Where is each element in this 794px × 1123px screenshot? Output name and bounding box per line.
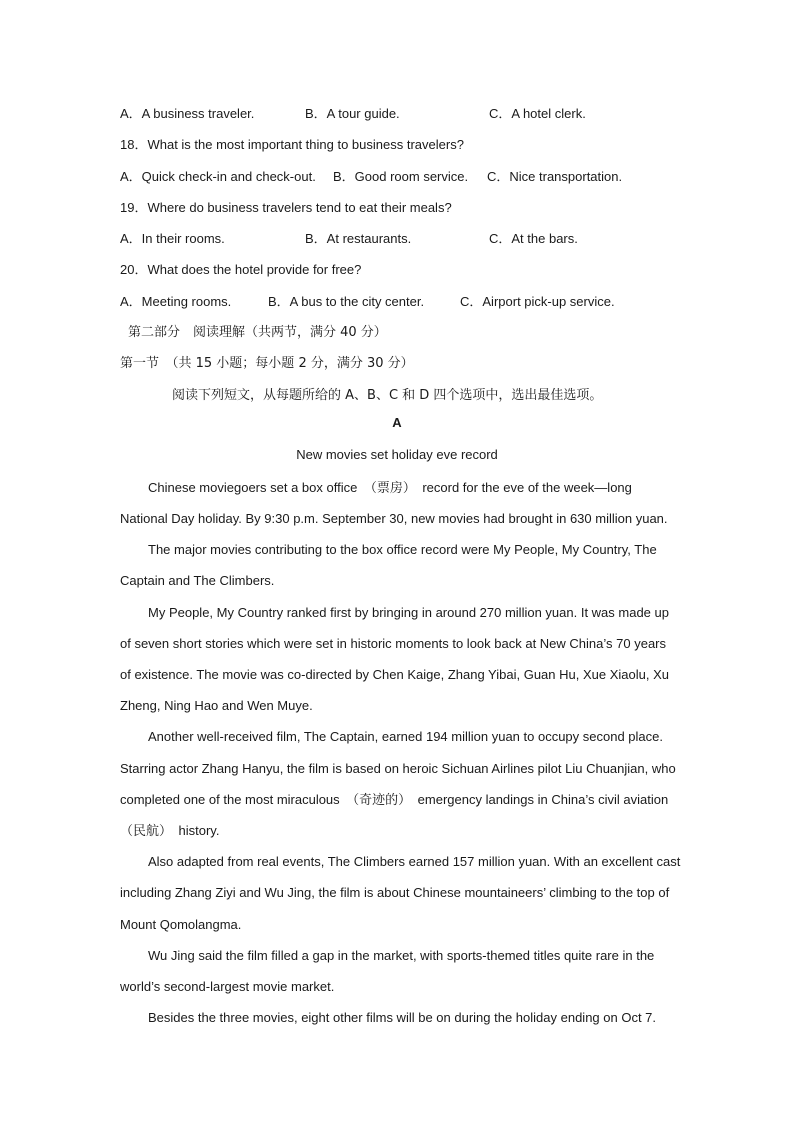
passage-line: including Zhang Ziyi and Wu Jing, the film is about Chinese mountaineers’ climbing to the top of <box>120 885 670 900</box>
passage-line: Chinese moviegoers set a box office （票房） record for the eve of the week—long <box>148 480 632 495</box>
q19-question: 19．Where do business travelers tend to eat their meals? <box>120 200 452 215</box>
passage-line: Another well-received film, The Captain, earned 194 million yuan to occupy second place. <box>148 729 663 744</box>
q19-option-a: A．In their rooms. <box>120 231 225 246</box>
q17-option-b: B．A tour guide. <box>305 106 400 121</box>
passage-line: My People, My Country ranked first by bringing in around 270 million yuan. It was made up <box>148 605 669 620</box>
passage-line: Mount Qomolangma. <box>120 917 242 932</box>
q20-option-c: C．Airport pick-up service. <box>460 294 615 309</box>
passage-line: of seven short stories which were set in historic moments to look back at New China’s 70 years <box>120 636 666 651</box>
q19-option-c: C．At the bars. <box>489 231 578 246</box>
passage-title: New movies set holiday eve record <box>296 447 498 462</box>
q17-option-c: C．A hotel clerk. <box>489 106 586 121</box>
passage-line: completed one of the most miraculous （奇迹的） emergency landings in China’s civil aviation <box>120 792 669 807</box>
q19-option-b: B．At restaurants. <box>305 231 412 246</box>
passage-line: Captain and The Climbers. <box>120 573 275 588</box>
q18-option-c: C．Nice transportation. <box>487 169 623 184</box>
q18-question: 18．What is the most important thing to business travelers? <box>120 137 464 152</box>
q17-option-a: A．A business traveler. <box>120 106 255 121</box>
q20-option-b: B．A bus to the city center. <box>268 294 425 309</box>
section-one-heading: 第一节 （共 15 小题；每小题 2 分，满分 30 分） <box>120 356 414 371</box>
passage-line: Also adapted from real events, The Climbers earned 157 million yuan. With an excellent cast <box>148 854 681 869</box>
reading-instruction: 阅读下列短文，从每题所给的 A、B、C 和 D 四个选项中，选出最佳选项。 <box>172 388 603 403</box>
passage-line: National Day holiday. By 9:30 p.m. September 30, new movies had brought in 630 million yuan. <box>120 511 668 526</box>
q20-option-a: A．Meeting rooms. <box>120 294 232 309</box>
q18-option-b: B．Good room service. <box>333 169 469 184</box>
passage-line: of existence. The movie was co-directed by Chen Kaige, Zhang Yibai, Guan Hu, Xue Xiaolu, Xu <box>120 667 669 682</box>
passage-line: Besides the three movies, eight other films will be on during the holiday ending on Oct 7. <box>148 1010 657 1025</box>
passage-line: world’s second-largest movie market. <box>120 979 335 994</box>
part-two-heading: 第二部分 阅读理解（共两节，满分 40 分） <box>128 325 387 340</box>
q18-option-a: A．Quick check-in and check-out. <box>120 169 316 184</box>
q20-question: 20．What does the hotel provide for free? <box>120 262 362 277</box>
passage-line: Zheng, Ning Hao and Wen Muye. <box>120 698 313 713</box>
passage-line: （民航） history. <box>120 823 220 838</box>
passage-line: Wu Jing said the film filled a gap in the market, with sports-themed titles quite rare in the <box>148 948 655 963</box>
passage-line: Starring actor Zhang Hanyu, the film is based on heroic Sichuan Airlines pilot Liu Chuanjian, who <box>120 761 676 776</box>
passage-label: A <box>392 415 402 430</box>
passage-line: The major movies contributing to the box office record were My People, My Country, The <box>148 542 657 557</box>
